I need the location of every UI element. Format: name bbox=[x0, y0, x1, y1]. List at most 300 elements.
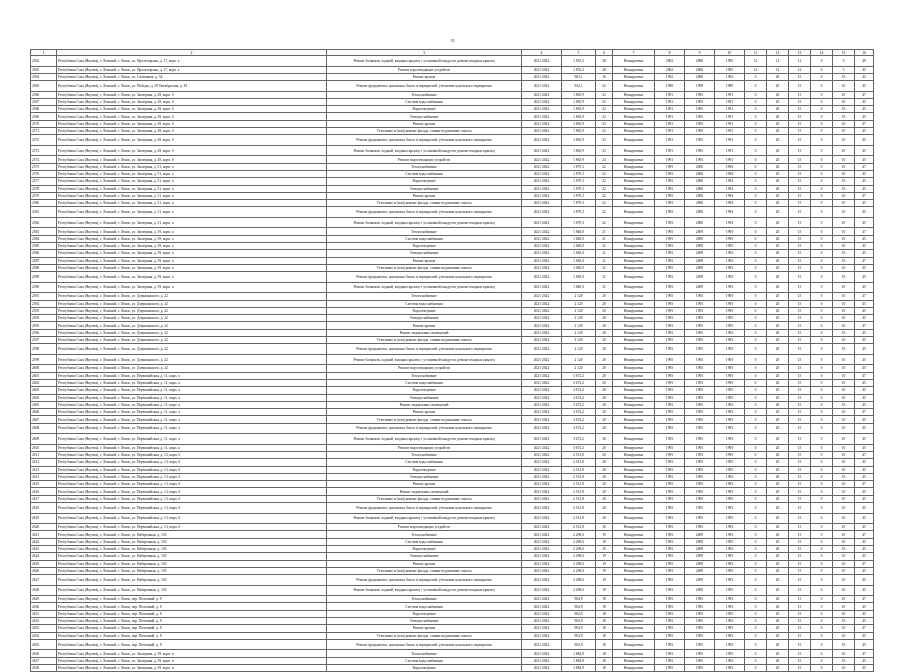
table-cell: 20 bbox=[767, 603, 789, 610]
table-row bbox=[31, 106, 874, 113]
table-cell: 1 865,9 bbox=[562, 98, 596, 105]
table-cell: 1993 bbox=[655, 217, 685, 228]
table-cell: 1993 bbox=[655, 293, 685, 300]
table-cell: 1991 bbox=[655, 98, 685, 105]
table-row bbox=[31, 120, 874, 127]
table-cell: 20 bbox=[767, 394, 789, 401]
table-cell: Республика Саха (Якутия), г. Ленский, г. Ленск, ул. Заозерная, д. 51, корп. а bbox=[57, 200, 327, 207]
table-cell: 0 bbox=[811, 416, 833, 423]
table-cell: 0 bbox=[811, 545, 833, 552]
table-cell: Ремонт кровли bbox=[327, 625, 522, 632]
table-cell: 0 bbox=[811, 639, 833, 650]
table-cell: 2572 bbox=[31, 135, 57, 146]
table-cell: 15 bbox=[789, 665, 811, 672]
table-cell: 2002 bbox=[655, 56, 685, 67]
table-cell: 15 bbox=[789, 560, 811, 567]
table-cell: Ненарушена bbox=[613, 200, 655, 207]
table-row bbox=[31, 185, 874, 192]
table-cell: 0 bbox=[811, 56, 833, 67]
table-cell: 45 bbox=[855, 178, 874, 185]
table-cell: 45 bbox=[855, 282, 874, 293]
table-cell: 1993 bbox=[685, 387, 715, 394]
table-cell: 45 bbox=[855, 575, 874, 586]
table-cell: 1993 bbox=[655, 650, 685, 657]
table-cell: 2021-2022 bbox=[522, 618, 562, 625]
table-cell: 3 672,2 bbox=[562, 372, 596, 379]
table-cell: 18 bbox=[596, 610, 613, 617]
table-cell: 15 bbox=[789, 394, 811, 401]
table-cell: 45 bbox=[855, 106, 874, 113]
table-cell: 45 bbox=[855, 207, 874, 218]
table-cell: 1993 bbox=[685, 596, 715, 603]
table-cell: Республика Саха (Якутия), г. Ленский, г. Ленск, ул. Дзержинского, д. 22 bbox=[57, 344, 327, 355]
table-cell: 2021-2022 bbox=[522, 488, 562, 495]
table-cell: 0 bbox=[811, 434, 833, 445]
table-cell: 0 bbox=[811, 235, 833, 242]
table-cell: 2021-2022 bbox=[522, 394, 562, 401]
table-cell: 10 bbox=[833, 409, 855, 416]
table-cell: 15 bbox=[789, 423, 811, 434]
table-cell: Электроснабжение bbox=[327, 618, 522, 625]
table-cell: 2021-2022 bbox=[522, 300, 562, 307]
table-cell: 2587 bbox=[31, 257, 57, 264]
table-cell: 0 bbox=[745, 401, 767, 408]
table-cell: 2 120 bbox=[562, 344, 596, 355]
table-cell: 2 513,8 bbox=[562, 503, 596, 514]
table-cell: Ненарушена bbox=[613, 145, 655, 156]
table-cell: Ненарушена bbox=[613, 451, 655, 458]
table-cell: 2021-2022 bbox=[522, 513, 562, 524]
table-row bbox=[31, 235, 874, 242]
column-number-header: 1 bbox=[31, 50, 57, 56]
table-cell: 1993 bbox=[715, 618, 745, 625]
table-cell: Теплоснабжение bbox=[327, 91, 522, 98]
table-cell: 1994 bbox=[715, 163, 745, 170]
table-cell: 21 bbox=[596, 228, 613, 235]
table-cell: 15 bbox=[789, 632, 811, 639]
table-cell: Республика Саха (Якутия), г. Ленский, г. Ленск, ул. Первомайская, д. 11, корп. а bbox=[57, 423, 327, 434]
table-cell: Ненарушена bbox=[613, 98, 655, 105]
table-cell: 2000 bbox=[685, 163, 715, 170]
table-cell: Электроснабжение bbox=[327, 553, 522, 560]
table-cell: 0 bbox=[811, 575, 833, 586]
table-cell: Ненарушена bbox=[613, 257, 655, 264]
table-cell: Ремонт подвальных помещений bbox=[327, 329, 522, 336]
table-cell: 20 bbox=[596, 372, 613, 379]
table-cell: 0 bbox=[811, 625, 833, 632]
table-cell: 10 bbox=[833, 300, 855, 307]
table-cell: 15 bbox=[789, 372, 811, 379]
table-cell: 20 bbox=[767, 235, 789, 242]
table-cell: 20 bbox=[767, 545, 789, 552]
table-cell: 12 bbox=[767, 66, 789, 73]
table-cell: 15 bbox=[789, 250, 811, 257]
table-cell: 1993 bbox=[685, 145, 715, 156]
table-cell: 2021-2022 bbox=[522, 560, 562, 567]
table-cell: 1993 bbox=[685, 603, 715, 610]
table-cell: 47 bbox=[855, 409, 874, 416]
table-row bbox=[31, 632, 874, 639]
table-cell: 2606 bbox=[31, 409, 57, 416]
table-cell: 10 bbox=[833, 329, 855, 336]
table-cell: 45 bbox=[855, 170, 874, 177]
table-cell: 1993 bbox=[715, 250, 745, 257]
table-cell: 2 120 bbox=[562, 337, 596, 344]
table-cell: 20 bbox=[767, 337, 789, 344]
table-cell: 10 bbox=[833, 596, 855, 603]
table-cell: Ремонт кровли bbox=[327, 322, 522, 329]
table-cell: 1993 bbox=[715, 503, 745, 514]
table-cell: Система водоснабжения bbox=[327, 300, 522, 307]
table-cell: Система водоснабжения bbox=[327, 379, 522, 386]
table-cell: 10 bbox=[833, 444, 855, 451]
table-row bbox=[31, 387, 874, 394]
table-cell: Водоотведение bbox=[327, 387, 522, 394]
table-row bbox=[31, 610, 874, 617]
table-cell: Утепление и (или) ремонт фасада, ставни-подоконные откосы bbox=[327, 128, 522, 135]
table-cell: 2600 bbox=[31, 365, 57, 372]
table-cell: Ремонт фундамента, цокольных балок и перекрытий, утепление цокольного перекрытия bbox=[327, 272, 522, 283]
table-cell: 0 bbox=[811, 459, 833, 466]
table-row bbox=[31, 293, 874, 300]
table-cell: 1993 bbox=[655, 434, 685, 445]
table-cell: 0 bbox=[745, 200, 767, 207]
table-cell: 10 bbox=[833, 473, 855, 480]
table-cell: 45 bbox=[855, 401, 874, 408]
table-cell: 0 bbox=[811, 272, 833, 283]
table-cell: 0 bbox=[811, 513, 833, 524]
table-cell: 10 bbox=[833, 120, 855, 127]
table-cell: 1993 bbox=[685, 459, 715, 466]
table-row bbox=[31, 488, 874, 495]
table-cell: 20 bbox=[596, 481, 613, 488]
table-cell: 2579 bbox=[31, 192, 57, 199]
table-cell: 0 bbox=[811, 113, 833, 120]
table-cell: 10 bbox=[833, 156, 855, 163]
table-cell: 0 bbox=[745, 531, 767, 538]
table-cell: 2576 bbox=[31, 170, 57, 177]
table-cell: 1993 bbox=[685, 401, 715, 408]
table-cell: 45 bbox=[855, 98, 874, 105]
table-cell: 0 bbox=[745, 650, 767, 657]
table-cell: 1991 bbox=[655, 135, 685, 146]
table-cell: 21 bbox=[596, 282, 613, 293]
table-cell: Ремонт кровли bbox=[327, 257, 522, 264]
table-cell: Ненарушена bbox=[613, 639, 655, 650]
table-cell: 2021-2022 bbox=[522, 603, 562, 610]
table-cell: 0 bbox=[811, 394, 833, 401]
table-cell: 3 672,2 bbox=[562, 423, 596, 434]
table-cell: 2625 bbox=[31, 560, 57, 567]
table-cell: 0 bbox=[811, 106, 833, 113]
table-cell: 18 bbox=[596, 625, 613, 632]
table-cell: 0 bbox=[745, 379, 767, 386]
table-cell: 45 bbox=[855, 603, 874, 610]
table-cell: 2 120 bbox=[562, 329, 596, 336]
table-cell: Ремонт кровли bbox=[327, 409, 522, 416]
table-cell: 15 bbox=[789, 451, 811, 458]
table-cell: 0 bbox=[745, 145, 767, 156]
table-cell: Ненарушена bbox=[613, 272, 655, 283]
table-cell: Ненарушена bbox=[613, 545, 655, 552]
table-cell: Ненарушена bbox=[613, 503, 655, 514]
table-cell: 2009 bbox=[685, 560, 715, 567]
table-cell: 45 bbox=[855, 145, 874, 156]
table-cell: 0 bbox=[811, 98, 833, 105]
table-cell: 15 bbox=[789, 567, 811, 574]
table-cell: 0 bbox=[745, 639, 767, 650]
table-cell: 0 bbox=[745, 135, 767, 146]
table-cell: Ненарушена bbox=[613, 481, 655, 488]
table-cell: 20 bbox=[767, 156, 789, 163]
table-cell: 1 865,9 bbox=[562, 145, 596, 156]
table-cell: Ремонт кровли bbox=[327, 481, 522, 488]
table-cell: 0 bbox=[811, 156, 833, 163]
table-cell: 0 bbox=[745, 495, 767, 502]
table-cell: 10 bbox=[833, 307, 855, 314]
table-cell: 1 840,0 bbox=[562, 272, 596, 283]
table-cell: 0 bbox=[745, 567, 767, 574]
table-cell: 2021-2022 bbox=[522, 632, 562, 639]
table-cell: 2565 bbox=[31, 81, 57, 92]
table-cell: 1991 bbox=[715, 135, 745, 146]
table-cell: Республика Саха (Якутия), г. Ленский, г. Ленск, ул. Дзержинского, д. 22 bbox=[57, 365, 327, 372]
table-cell: 1993 bbox=[655, 585, 685, 596]
table-cell: Республика Саха (Якутия), г. Ленский, г. Ленск, ул. Первомайская, д. 13, корп. б bbox=[57, 451, 327, 458]
table-cell: 10 bbox=[833, 235, 855, 242]
table-cell: 2021-2022 bbox=[522, 553, 562, 560]
table-cell: 45 bbox=[855, 66, 874, 73]
table-cell: 1993 bbox=[655, 250, 685, 257]
table-cell: Республика Саха (Якутия), г. Ленский, г. Ленск, ул. Салтыкова, д. 34 bbox=[57, 73, 327, 80]
table-cell: 45 bbox=[855, 639, 874, 650]
table-cell: 10 bbox=[833, 466, 855, 473]
table-row bbox=[31, 372, 874, 379]
table-cell: 1993 bbox=[715, 657, 745, 664]
table-row bbox=[31, 135, 874, 146]
table-cell: 2574 bbox=[31, 156, 57, 163]
table-cell: 45 bbox=[855, 495, 874, 502]
table-cell: 1993 bbox=[715, 538, 745, 545]
table-cell: Республика Саха (Якутия), г. Ленский, г. Ленск, ул. Набережная, д. 103 bbox=[57, 585, 327, 596]
table-cell: Система водоснабжения bbox=[327, 657, 522, 664]
table-cell: 20 bbox=[596, 513, 613, 524]
table-cell: 2000 bbox=[685, 73, 715, 80]
table-cell: 1993 bbox=[715, 322, 745, 329]
table-cell: 20 bbox=[767, 665, 789, 672]
table-cell: 2582 bbox=[31, 217, 57, 228]
table-cell: 2021-2022 bbox=[522, 81, 562, 92]
table-cell: 2615 bbox=[31, 481, 57, 488]
table-cell: 2591 bbox=[31, 293, 57, 300]
table-cell: Ненарушена bbox=[613, 329, 655, 336]
table-cell: 1993 bbox=[655, 488, 685, 495]
table-cell: 2021-2022 bbox=[522, 91, 562, 98]
table-cell: Водоотведение bbox=[327, 545, 522, 552]
table-cell: 0 bbox=[811, 300, 833, 307]
table-cell: 2614 bbox=[31, 473, 57, 480]
table-cell: 1993 bbox=[655, 409, 685, 416]
column-number-header: 4 bbox=[522, 50, 562, 56]
table-cell: 20 bbox=[767, 365, 789, 372]
table-cell: 15 bbox=[789, 185, 811, 192]
table-cell: Республика Саха (Якутия), г. Ленский, г. Ленск, ул. Первомайская, д. 13, корп. б bbox=[57, 488, 327, 495]
table-cell: 2 298,6 bbox=[562, 545, 596, 552]
table-cell: 15 bbox=[789, 416, 811, 423]
table-cell: 15 bbox=[789, 503, 811, 514]
table-cell: 1993 bbox=[685, 657, 715, 664]
table-cell: 1993 bbox=[685, 466, 715, 473]
table-cell: 0 bbox=[811, 488, 833, 495]
column-number-header: 6 bbox=[596, 50, 613, 56]
table-cell: 15 bbox=[789, 379, 811, 386]
table-cell: 0 bbox=[745, 73, 767, 80]
table-cell: 2 298,6 bbox=[562, 585, 596, 596]
table-cell: 15 bbox=[789, 145, 811, 156]
table-cell: 1993 bbox=[685, 495, 715, 502]
table-cell: 10 bbox=[833, 282, 855, 293]
table-cell: 15 bbox=[789, 293, 811, 300]
table-cell: 904,9 bbox=[562, 610, 596, 617]
table-cell: 19 bbox=[596, 553, 613, 560]
table-cell: Водоотведение bbox=[327, 466, 522, 473]
table-cell: 20 bbox=[596, 524, 613, 531]
table-cell: Республика Саха (Якутия), г. Ленский, г. Ленск, пер. Почтовый, д. 8 bbox=[57, 610, 327, 617]
table-cell: Система водоснабжения bbox=[327, 603, 522, 610]
table-cell: 47 bbox=[855, 372, 874, 379]
table-cell: 2 513,8 bbox=[562, 524, 596, 531]
table-cell: 904,9 bbox=[562, 625, 596, 632]
table-cell: 1993 bbox=[655, 618, 685, 625]
table-cell: 2021-2022 bbox=[522, 307, 562, 314]
table-cell: 1993 bbox=[715, 272, 745, 283]
table-cell: 20 bbox=[767, 650, 789, 657]
table-cell: 15 bbox=[789, 513, 811, 524]
table-row bbox=[31, 300, 874, 307]
table-cell: 2021-2022 bbox=[522, 98, 562, 105]
table-row bbox=[31, 98, 874, 105]
table-cell: 1993 bbox=[655, 665, 685, 672]
table-cell: 15 bbox=[789, 531, 811, 538]
table-cell: 2632 bbox=[31, 618, 57, 625]
table-cell: Водоотведение bbox=[327, 106, 522, 113]
table-cell: Теплоснабжение bbox=[327, 163, 522, 170]
table-cell: 1993 bbox=[655, 300, 685, 307]
table-cell: 0 bbox=[745, 665, 767, 672]
table-cell: 15 bbox=[789, 243, 811, 250]
table-cell: Ненарушена bbox=[613, 282, 655, 293]
table-cell: 2021-2022 bbox=[522, 354, 562, 365]
table-cell: 2021-2022 bbox=[522, 531, 562, 538]
table-cell: 2607 bbox=[31, 416, 57, 423]
table-cell: 2009 bbox=[685, 585, 715, 596]
table-cell: 15 bbox=[789, 387, 811, 394]
table-cell: Ненарушена bbox=[613, 657, 655, 664]
table-row bbox=[31, 567, 874, 574]
table-cell: 20 bbox=[767, 444, 789, 451]
table-cell: 15 bbox=[789, 106, 811, 113]
table-cell: 19 bbox=[596, 560, 613, 567]
table-cell: 10 bbox=[833, 250, 855, 257]
table-cell: 10 bbox=[833, 657, 855, 664]
table-cell: 0 bbox=[811, 567, 833, 574]
table-cell: Водоотведение bbox=[327, 243, 522, 250]
table-row bbox=[31, 423, 874, 434]
table-cell: 45 bbox=[855, 503, 874, 514]
table-cell: 0 bbox=[745, 596, 767, 603]
table-cell: Ненарушена bbox=[613, 379, 655, 386]
table-cell: 15 bbox=[789, 300, 811, 307]
table-cell: 1993 bbox=[715, 524, 745, 531]
table-cell: 10 bbox=[833, 575, 855, 586]
table-cell: 2588 bbox=[31, 264, 57, 271]
table-cell: 15 bbox=[789, 553, 811, 560]
table-cell: 10 bbox=[833, 394, 855, 401]
table-cell: 2021-2022 bbox=[522, 665, 562, 672]
table-cell: 0 bbox=[811, 650, 833, 657]
table-cell: 2631 bbox=[31, 610, 57, 617]
table-cell: 1993 bbox=[715, 243, 745, 250]
table-cell: 2021-2022 bbox=[522, 503, 562, 514]
table-cell: 1993 bbox=[715, 639, 745, 650]
table-cell: Ремонт балконов, лоджий, входных крылец с установкой пандусов, ремонт входных крылец bbox=[327, 354, 522, 365]
table-cell: 1993 bbox=[655, 228, 685, 235]
table-cell: 10 bbox=[833, 513, 855, 524]
table-cell: 2021-2022 bbox=[522, 73, 562, 80]
table-row bbox=[31, 250, 874, 257]
table-cell: Ненарушена bbox=[613, 113, 655, 120]
table-cell: 2021-2022 bbox=[522, 639, 562, 650]
table-row bbox=[31, 178, 874, 185]
table-cell: 2021-2022 bbox=[522, 282, 562, 293]
table-cell: 1 865,9 bbox=[562, 106, 596, 113]
table-cell: Ненарушена bbox=[613, 106, 655, 113]
table-cell: 0 bbox=[811, 481, 833, 488]
table-cell: 0 bbox=[811, 315, 833, 322]
table-cell: 0 bbox=[745, 603, 767, 610]
table-cell: 10 bbox=[833, 618, 855, 625]
table-cell: 20 bbox=[767, 495, 789, 502]
table-row bbox=[31, 444, 874, 451]
table-cell: 2009 bbox=[685, 264, 715, 271]
table-cell: 2021-2022 bbox=[522, 585, 562, 596]
column-number-header: 5 bbox=[562, 50, 596, 56]
table-cell: 0 bbox=[811, 354, 833, 365]
table-cell: 2000 bbox=[685, 192, 715, 199]
table-cell: 1993 bbox=[655, 170, 685, 177]
table-cell: Ремонт водоотводящих устройств bbox=[327, 66, 522, 73]
table-cell: 2021-2022 bbox=[522, 128, 562, 135]
table-cell: 1991 bbox=[715, 120, 745, 127]
table-cell: 10 bbox=[833, 170, 855, 177]
table-cell: 1993 bbox=[715, 264, 745, 271]
table-cell: 1993 bbox=[655, 416, 685, 423]
table-cell: Ненарушена bbox=[613, 185, 655, 192]
table-cell: 1993 bbox=[685, 354, 715, 365]
table-cell: Республика Саха (Якутия), г. Ленский, г. Ленск, ул. Дзержинского, д. 22 bbox=[57, 315, 327, 322]
table-cell: 2629 bbox=[31, 596, 57, 603]
table-cell: 2021-2022 bbox=[522, 545, 562, 552]
table-cell: 0 bbox=[745, 235, 767, 242]
table-cell: 2021-2022 bbox=[522, 185, 562, 192]
table-cell: 1991 bbox=[715, 128, 745, 135]
table-cell: 18 bbox=[596, 632, 613, 639]
table-cell: 2605 bbox=[31, 401, 57, 408]
table-cell: 2603 bbox=[31, 387, 57, 394]
table-cell: 1 865,9 bbox=[562, 91, 596, 98]
table-cell: Ненарушена bbox=[613, 170, 655, 177]
table-row bbox=[31, 207, 874, 218]
